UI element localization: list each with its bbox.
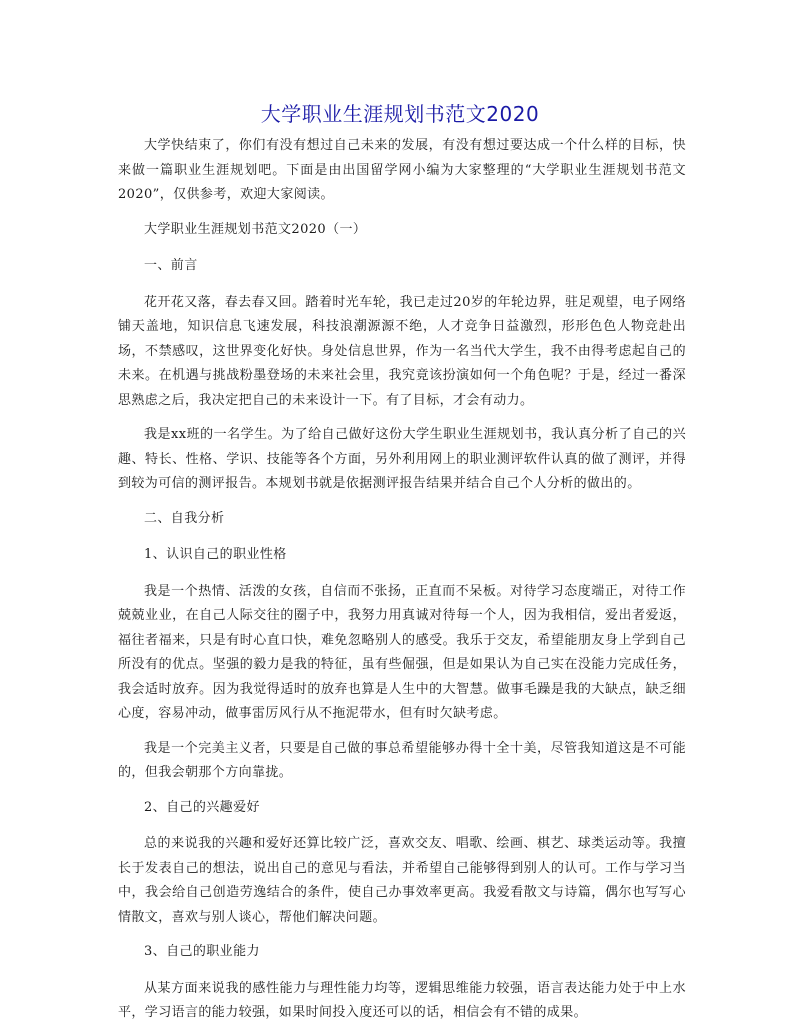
perfectionist-paragraph: 我是一个完美主义者，只要是自己做的事总希望能够办得十全十美，尽管我知道这是不可能的，但我会朝那个方向靠拢。 (118, 740, 686, 780)
student-intro-paragraph: 我是xx班的一名学生。为了给自己做好这份大学生职业生涯规划书，我认真分析了自己的兴趣、特长、性格、学识、技能等各个方面，另外利用网上的职业测评软件认真的做了测评，并得到较为可信的测评报告。本规划书就是依据测评报告结果并结合自己个人分析的做出的。 (118, 427, 686, 491)
subheading-interests: 2、自己的兴趣爱好 (144, 799, 260, 815)
preface-paragraph: 花开花又落，春去春又回。踏着时光车轮，我已走过20岁的年轮边界，驻足观望，电子网络铺天盖地，知识信息飞速发展，科技浪潮源源不绝，人才竞争日益激烈，形形色色人物竞赴出场，不禁感叹，这世界变化好快。身处信息世界，作为一名当代大学生，我不由得考虑起自己的未来。在机遇与挑战粉墨登场的未来社会里，我究竟该扮演如何一个角色呢？于是，经过一番深思熟虑之后，我决定把自己的未来设计一下。有了目标，才会有动力。 (118, 294, 686, 408)
interests-paragraph: 总的来说我的兴趣和爱好还算比较广泛，喜欢交友、唱歌、绘画、棋艺、球类运动等。我擅长于发表自己的想法，说出自己的意见与看法，并希望自己能够得到别人的认可。工作与学习当中，我会给自己创造劳逸结合的条件，使自己办事效率更高。我爱看散文与诗篇，偶尔也写写心情散文，喜欢与别人谈心，帮他们解决问题。 (118, 836, 686, 925)
subheading-career-personality: 1、认识自己的职业性格 (144, 547, 287, 562)
intro-paragraph: 大学快结束了，你们有没有想过自己未来的发展，有没有想过要达成一个什么样的目标，快来做一篇职业生涯规划吧。下面是由出国留学网小编为大家整理的“大学职业生涯规划书范文2020”，仅供参考，欢迎大家阅读。 (118, 138, 686, 202)
section-heading-self-analysis: 二、自我分析 (144, 510, 225, 526)
subheading-career-ability: 3、自己的职业能力 (144, 944, 260, 959)
section-heading-article-one: 大学职业生涯规划书范文2020（一） (144, 221, 367, 237)
personality-paragraph: 我是一个热情、活泼的女孩，自信而不张扬，正直而不呆板。对待学习态度端正，对待工作兢兢业业，在自己人际交往的圈子中，我努力用真诚对待每一个人，因为我相信，爱出者爱返，福往者福来，只是有时心直口快，难免忽略别人的感受。我乐于交友，希望能朋友身上学到自己所没有的优点。坚强的毅力是我的特征，虽有些倔强，但是如果认为自己实在没能力完成任务，我会适时放弃。因为我觉得适时的放弃也算是人生中的大智慧。做事毛躁是我的大缺点，缺乏细心度，容易冲动，做事雷厉风行从不拖泥带水，但有时欠缺考虑。 (118, 583, 686, 721)
document-body (118, 134, 686, 1036)
ability-paragraph: 从某方面来说我的感性能力与理性能力均等，逻辑思维能力较强，语言表达能力处于中上水平，学习语言的能力较强，如果时间投入度还可以的话，相信会有不错的成果。 (118, 980, 686, 1020)
section-heading-preface: 一、前言 (144, 258, 198, 273)
document-title: 大学职业生涯规划书范文2020 (260, 102, 540, 126)
